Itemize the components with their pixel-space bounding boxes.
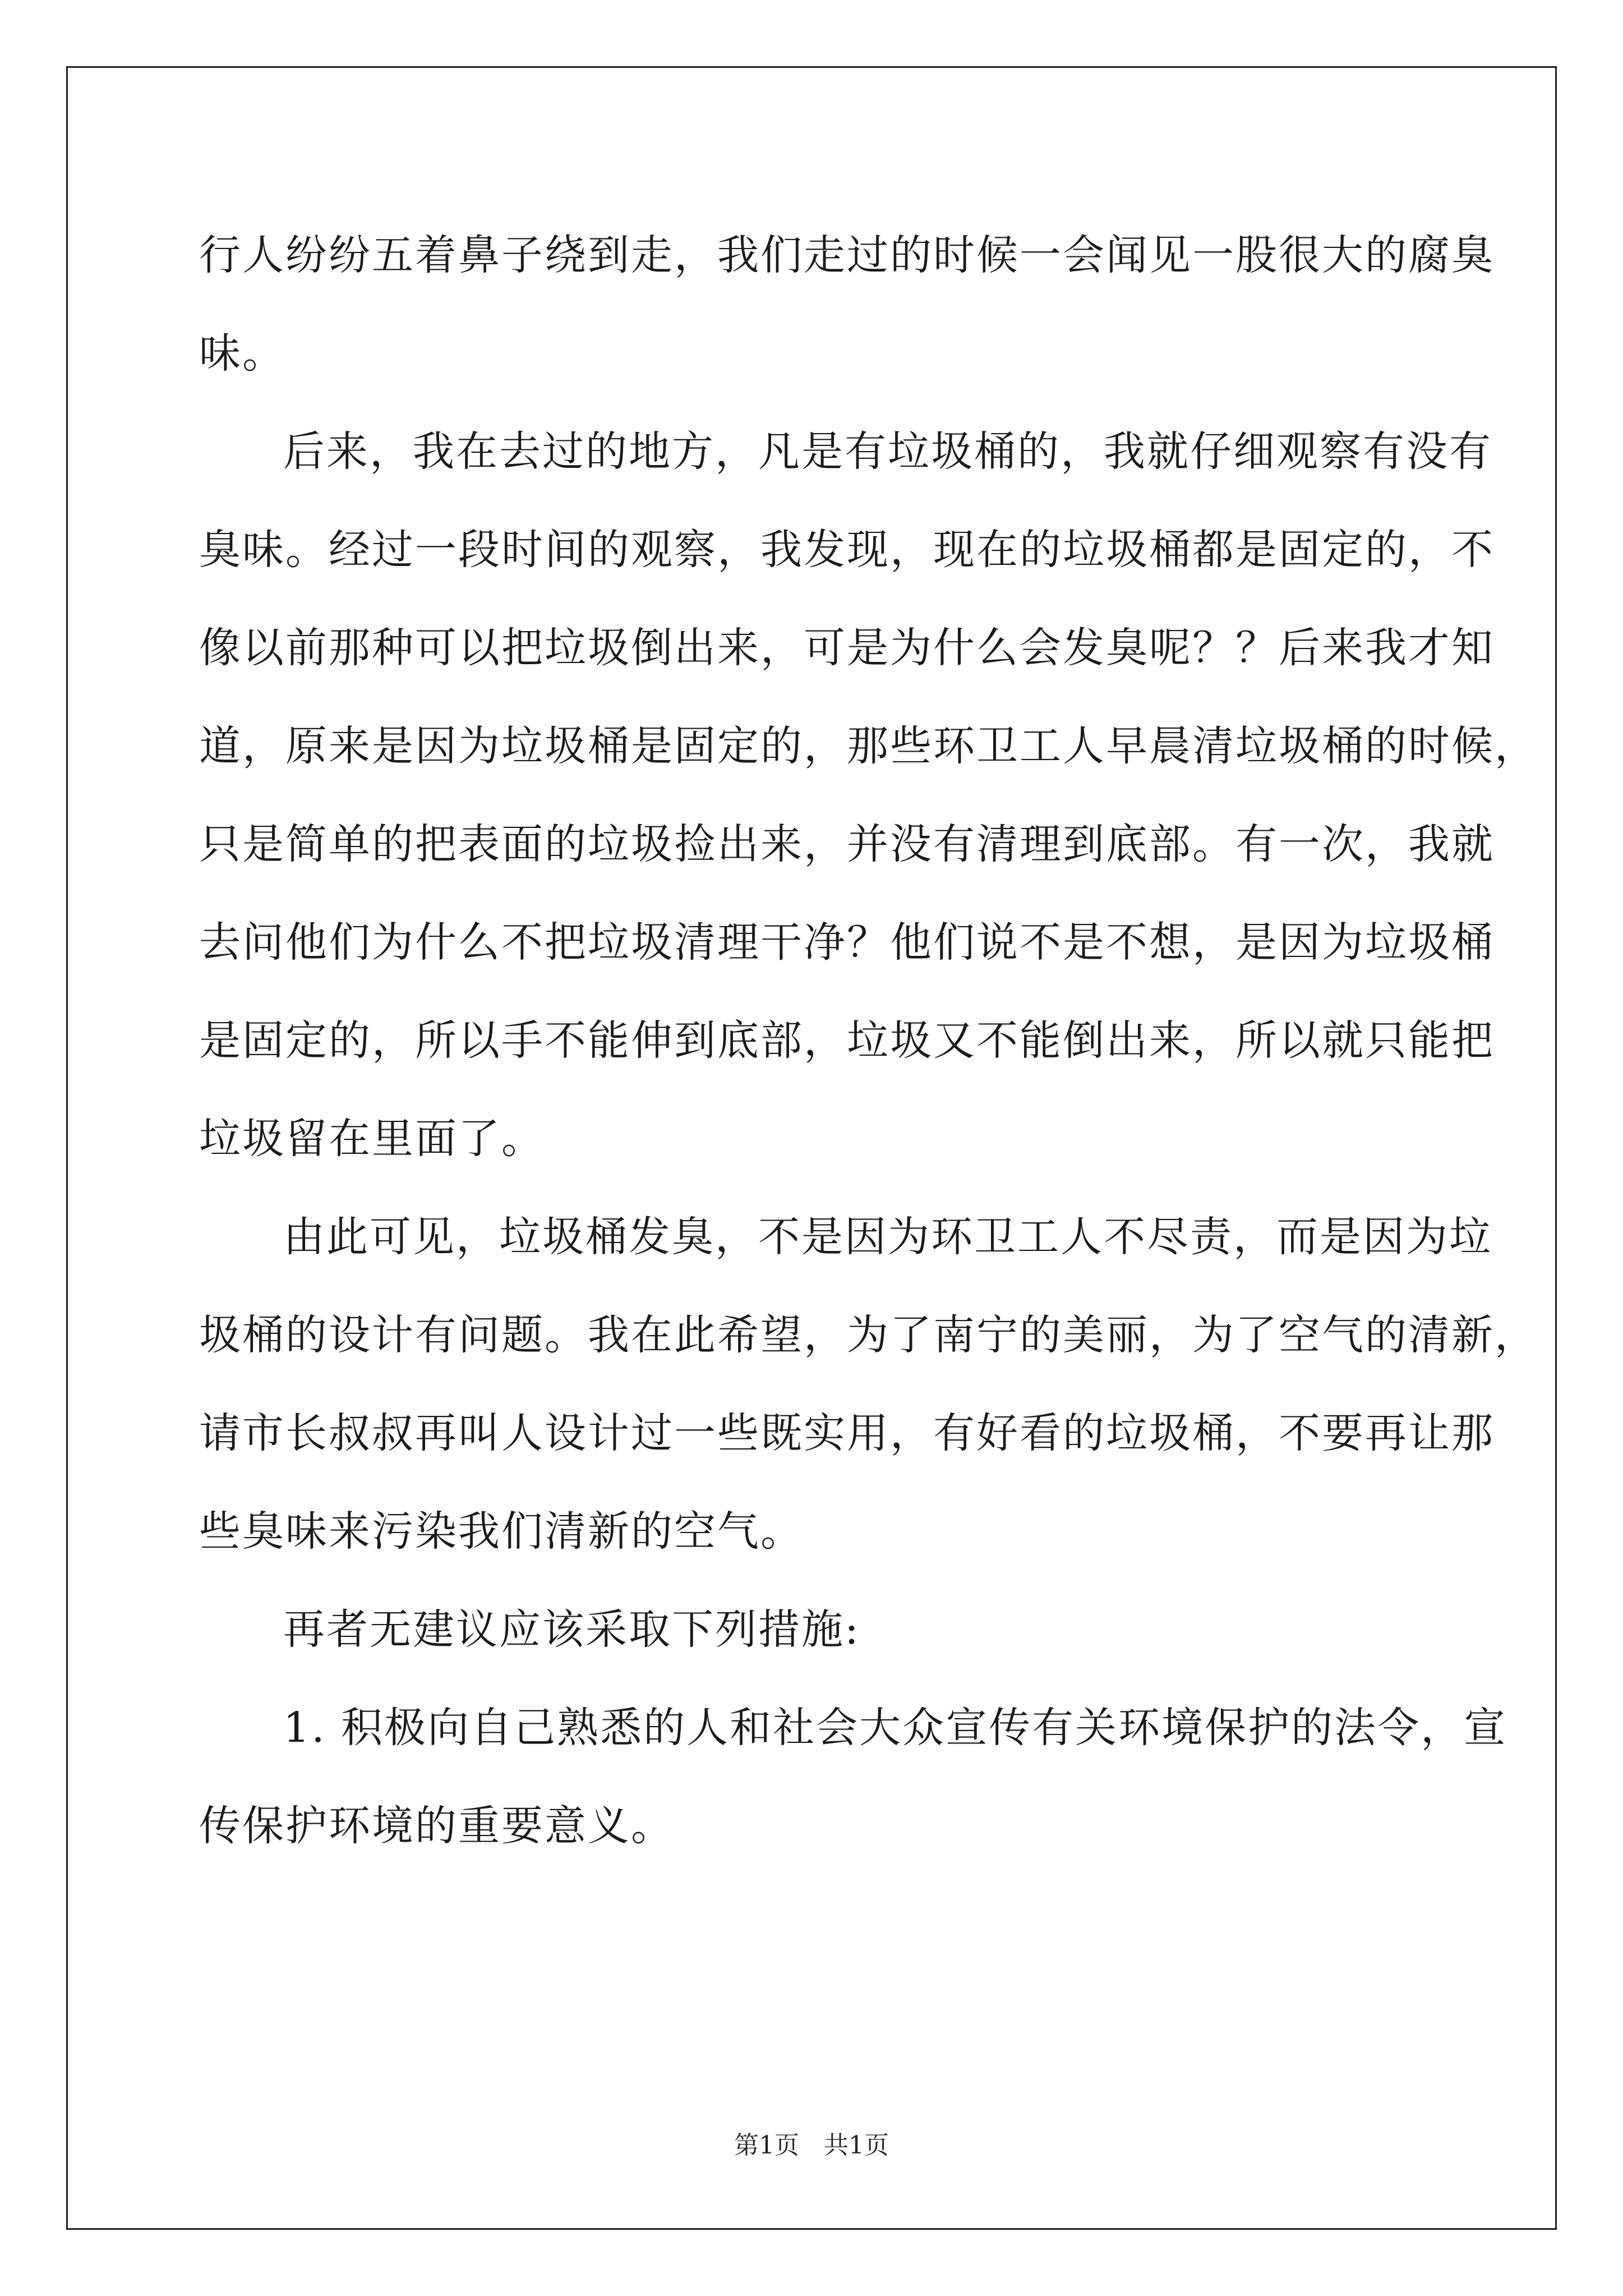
document-body — [199, 206, 1538, 1875]
text-line: 像以前那种可以把垃圾倒出来，可是为什么会发臭呢？？后来我才知 — [199, 624, 1495, 672]
text-line: 由此可见，垃圾桶发臭，不是因为环卫工人不尽责，而是因为垃 — [283, 1213, 1492, 1261]
text-line: 道，原来是因为垃圾桶是固定的，那些环卫工人早晨清垃圾桶的时候， — [199, 722, 1538, 770]
text-line: 是固定的，所以手不能伸到底部，垃圾又不能倒出来，所以就只能把 — [199, 1016, 1495, 1065]
text-line: 再者无建议应该采取下列措施: — [283, 1605, 860, 1654]
text-line: 请市长叔叔再叫人设计过一些既实用，有好看的垃圾桶，不要再让那 — [199, 1409, 1495, 1457]
text-line: 圾桶的设计有问题。我在此希望，为了南宁的美丽，为了空气的清新， — [199, 1311, 1538, 1359]
text-line: 垃圾留在里面了。 — [199, 1115, 545, 1163]
text-line: 传保护环境的重要意义。 — [199, 1802, 674, 1850]
text-line: 去问他们为什么不把垃圾清理干净？他们说不是不想，是因为垃圾桶 — [199, 918, 1495, 967]
text-line: 些臭味来污染我们清新的空气。 — [199, 1507, 804, 1556]
text-line: 1. 积极向自己熟悉的人和社会大众宣传有关环境保护的法令，宣 — [283, 1704, 1507, 1752]
text-line: 臭味。经过一段时间的观察，我发现，现在的垃圾桶都是固定的，不 — [199, 526, 1495, 574]
text-line: 后来，我在去过的地方，凡是有垃圾桶的，我就仔细观察有没有 — [283, 427, 1492, 476]
page-footer: 第1页 共1页 — [734, 2131, 889, 2160]
text-line: 只是简单的把表面的垃圾捡出来，并没有清理到底部。有一次，我就 — [199, 820, 1495, 868]
text-line: 行人纷纷五着鼻子绕到走，我们走过的时候一会闻见一股很大的腐臭 — [199, 231, 1495, 279]
text-line: 味。 — [199, 329, 285, 378]
